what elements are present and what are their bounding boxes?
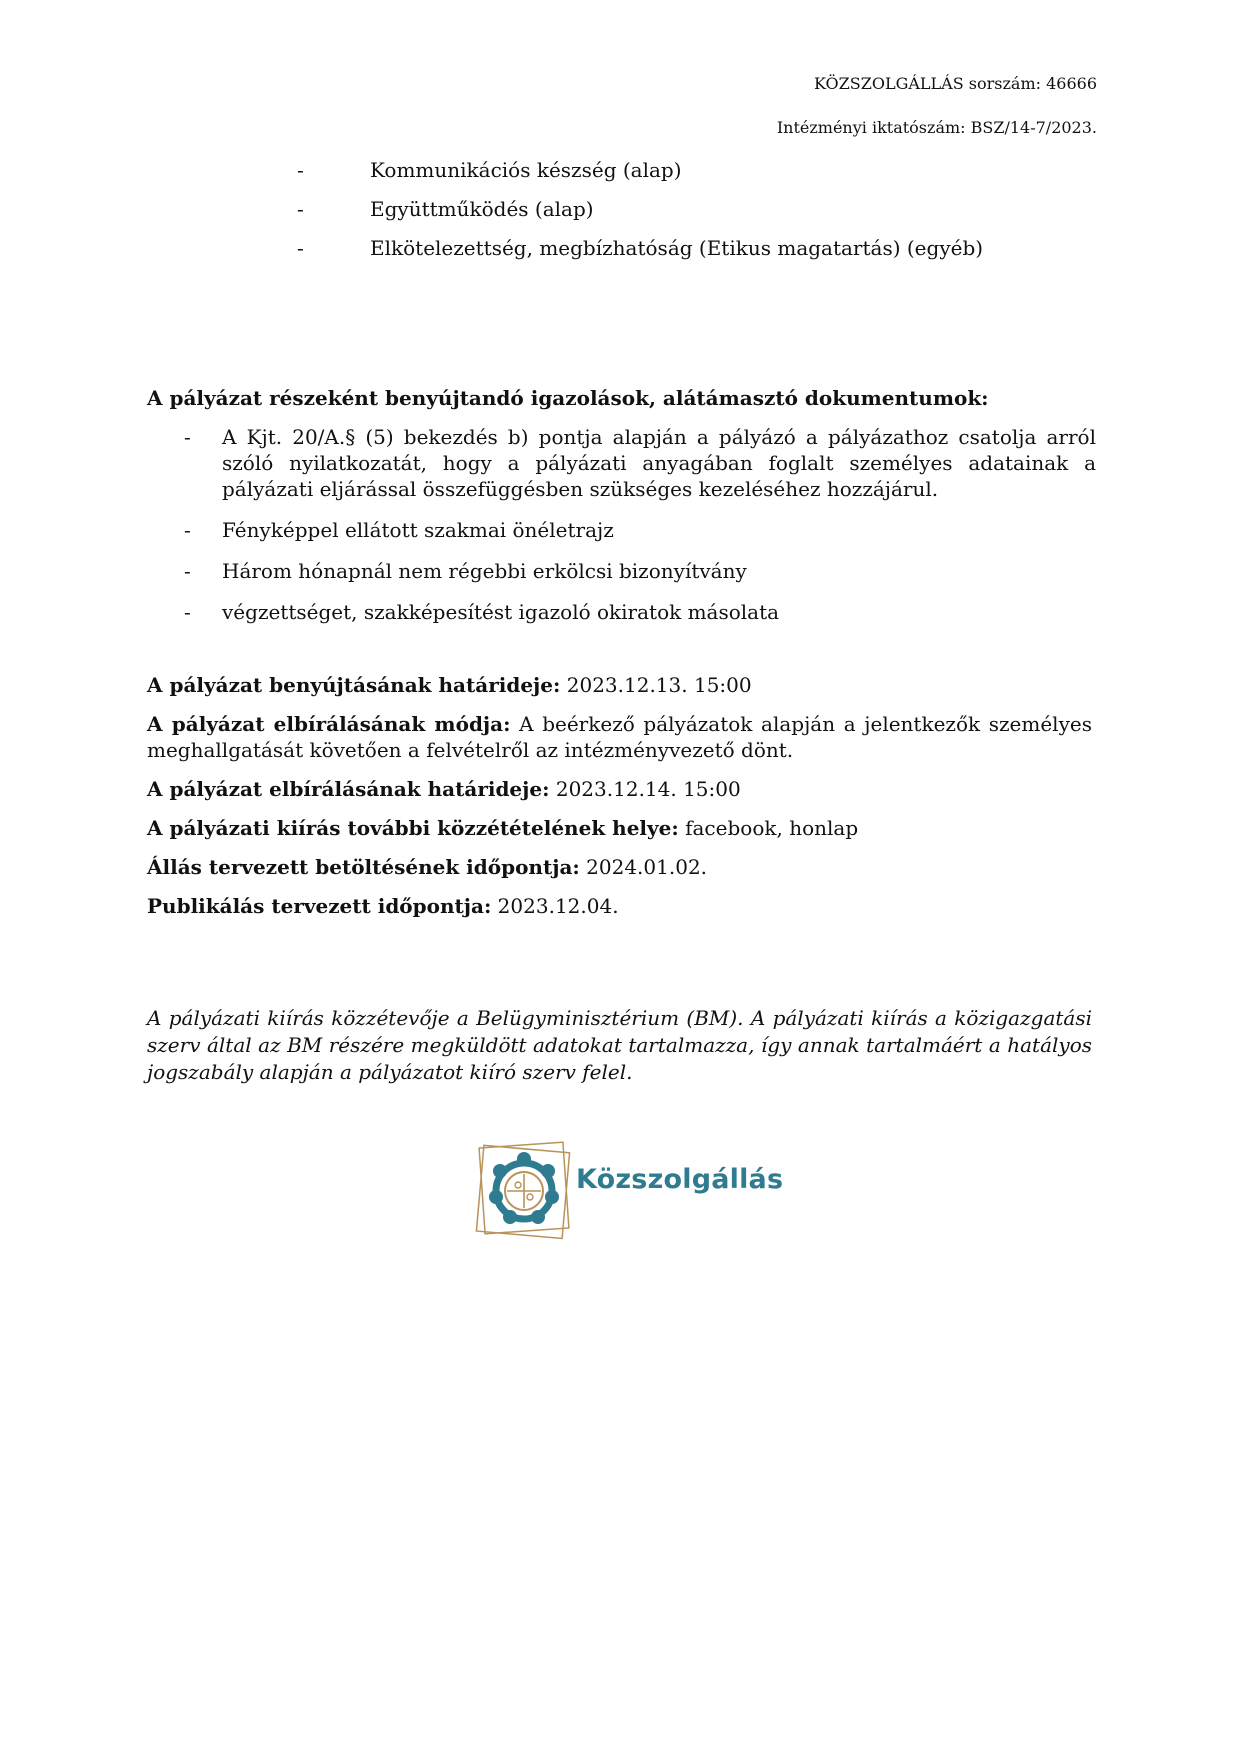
list-item-text: Elkötelezettség, megbízhatóság (Etikus magatartás) (egyéb): [370, 236, 984, 260]
documents-list: [184, 424, 1096, 640]
serial-number: KÖZSZOLGÁLLÁS sorszám: 46666: [814, 74, 1097, 93]
list-item: [184, 558, 1096, 584]
detail-value: 2023.12.14. 15:00: [549, 777, 741, 801]
list-item-text: Fényképpel ellátott szakmai önéletrajz: [222, 518, 614, 542]
detail-label: Állás tervezett betöltésének időpontja:: [147, 855, 580, 879]
list-item: [297, 236, 1097, 260]
publication-place: [147, 815, 1092, 841]
list-item: [297, 197, 1097, 221]
submission-deadline: [147, 672, 1092, 698]
detail-label: A pályázat elbírálásának módja:: [147, 712, 511, 736]
list-item: [184, 424, 1096, 502]
list-dash: -: [297, 197, 304, 221]
detail-value: 2024.01.02.: [579, 855, 708, 879]
evaluation-method: [147, 711, 1092, 763]
list-dash: -: [184, 425, 191, 449]
kozszolgallas-logo: [472, 1137, 792, 1247]
detail-value: 2023.12.04.: [491, 894, 619, 918]
detail-value: 2023.12.13. 15:00: [560, 673, 752, 697]
list-dash: -: [297, 158, 304, 182]
list-item-text: Kommunikációs készség (alap): [370, 158, 682, 182]
planned-start-date: [147, 854, 1092, 880]
list-item: [184, 599, 1096, 625]
list-dash: -: [184, 600, 191, 624]
list-item-text: végzettséget, szakképesítést igazoló okiratok másolata: [222, 600, 780, 624]
planned-publication-date: [147, 893, 1092, 919]
detail-label: Publikálás tervezett időpontja:: [147, 894, 492, 918]
list-item-text: Három hónapnál nem régebbi erkölcsi bizonyítvány: [222, 559, 747, 583]
kozszolgallas-logo-icon: [472, 1137, 576, 1247]
detail-value: facebook, honlap: [678, 816, 859, 840]
list-dash: -: [184, 559, 191, 583]
documents-heading: A pályázat részeként benyújtandó igazolások, alátámasztó dokumentumok:: [147, 386, 989, 410]
list-item: [297, 158, 1097, 182]
publisher-disclaimer: A pályázati kiírás közzétevője a Belügyminisztérium (BM). A pályázati kiírás a közigazgatási szerv által az BM részére megküldött adatokat tartalmazza, így annak tartalmáért a hatályos jogszabály alapján a pályázatot kiíró szerv felel.: [147, 1006, 1092, 1084]
evaluation-deadline: [147, 776, 1092, 802]
list-dash: -: [184, 518, 191, 542]
detail-label: A pályázat elbírálásának határideje:: [147, 777, 550, 801]
list-item-text: Együttműködés (alap): [370, 197, 594, 221]
detail-label: A pályázat benyújtásának határideje:: [147, 673, 561, 697]
list-item-text: A Kjt. 20/A.§ (5) bekezdés b) pontja alapján a pályázó a pályázathoz csatolja arról szóló nyilatkozatát, hogy a pályázati anyagában foglalt személyes adatainak a pályázati eljárással összefüggésben szükséges kezeléséhez hozzájárul.: [222, 425, 1096, 501]
application-details: [147, 672, 1092, 932]
detail-label: A pályázati kiírás további közzétételének helye:: [147, 816, 679, 840]
logo-wordmark: Közszolgállás: [576, 1164, 784, 1195]
list-item: [184, 517, 1096, 543]
competency-list: [297, 158, 1097, 275]
filing-number: Intézményi iktatószám: BSZ/14-7/2023.: [776, 118, 1097, 137]
list-dash: -: [297, 236, 304, 260]
detail-value: A beérkező pályázatok alapján a jelentkezők személyes meghallgatását követően a felvételről az intézményvezető dönt.: [147, 712, 1092, 762]
